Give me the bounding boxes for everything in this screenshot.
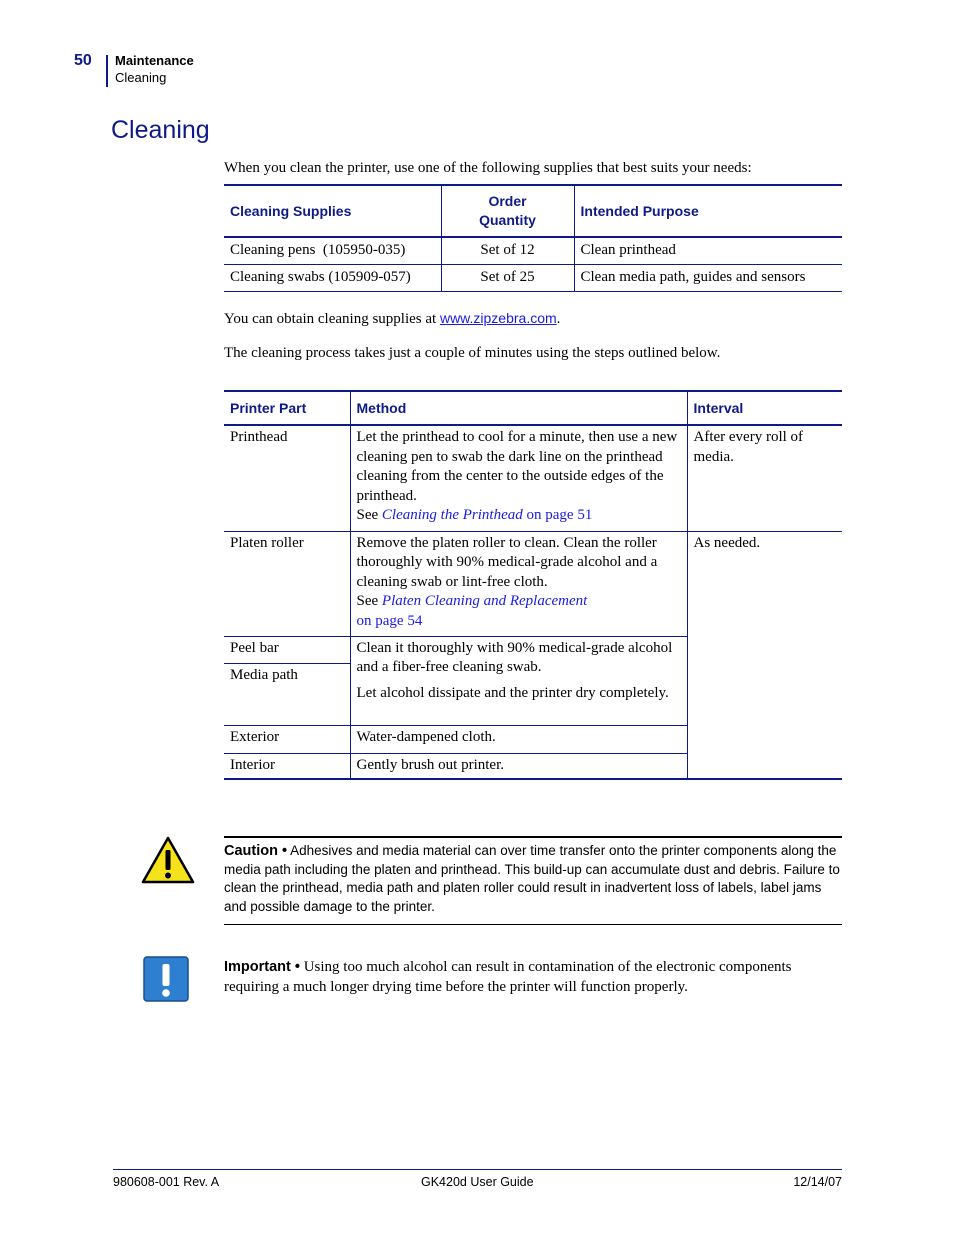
caution-text: Adhesives and media material can over time transfer onto the printer components along the media path including the platen and printhead. This build-up can accumulate dust and debris. Failure to clean the printhead, media path and platen roller could result in inadvertent loss of labels, label jams and possible damage to the printer. [224,843,840,914]
ref-platen-cleaning[interactable]: Platen Cleaning and Replacement [381,593,588,609]
obtain-suffix: . [556,311,561,327]
supplies-header-row [224,185,842,237]
page-number: 50 [74,52,92,69]
warning-triangle-icon [141,836,195,884]
footer-doc-number: 980608-001 Rev. A [113,1175,220,1189]
table-row [224,531,842,636]
col-method: Method [350,391,687,425]
obtain-prefix: You can obtain cleaning supplies at [224,311,440,327]
ref-platen-page[interactable]: on page 54 [356,612,423,629]
col-cleaning-supplies: Cleaning Supplies [224,185,441,237]
caution-bottom-rule [224,924,842,925]
header-section: Maintenance [115,53,194,68]
zipzebra-link[interactable]: www.zipzebra.com [439,310,557,326]
footer-rule [113,1169,842,1170]
col-interval: Interval [687,391,842,425]
header-divider [106,55,108,87]
supply-name: Cleaning pens (105950-035) [224,237,441,264]
important-note [224,957,842,997]
process-paragraph: The cleaning process takes just a couple of minutes using the steps outlined below. [224,345,721,361]
obtain-paragraph [224,308,842,329]
part-peel-bar: Peel bar [224,636,350,663]
method-printhead: Let the printhead to cool for a minute, then use a new cleaning pen to swab the dark line on the printhead cleaning from the center to the outside edges of the printhead. See Cleaning the Printhead on page 51 [350,425,687,531]
table-row [224,264,842,291]
part-platen-roller: Platen roller [224,531,350,636]
caution-lead: Caution • [224,843,288,859]
col-intended-purpose: Intended Purpose [574,185,842,237]
ref-cleaning-printhead[interactable]: Cleaning the Printhead on page 51 [381,507,593,523]
part-exterior: Exterior [224,725,350,753]
part-interior: Interior [224,753,350,779]
col-order-quantity: Order Quantity [441,185,574,237]
supply-purpose: Clean printhead [574,237,842,264]
method-interior: Gently brush out printer. [350,753,687,779]
method-exterior: Water-dampened cloth. [350,725,687,753]
intro-paragraph: When you clean the printer, use one of the following supplies that best suits your needs: [224,160,752,176]
method-peel-media: Clean it thoroughly with 90% medical-grade alcohol and a fiber-free cleaning swab. Let alcohol dissipate and the printer dry completely. [350,636,687,725]
exclamation-icon [143,956,189,1002]
page-title: Cleaning [111,116,210,144]
supply-name: Cleaning swabs (105909-057) [224,264,441,291]
methods-header-row [224,391,842,425]
caution-note [224,842,842,916]
supply-purpose: Clean media path, guides and sensors [574,264,842,291]
important-text: Using too much alcohol can result in contamination of the electronic components requiring a much longer drying time before the printer will function properly. [224,959,792,995]
interval-as-needed: As needed. [687,531,842,779]
table-row [224,425,842,531]
table-row [224,237,842,264]
caution-top-rule [224,836,842,838]
important-lead: Important • [224,959,300,975]
supply-quantity: Set of 25 [441,264,574,291]
col-printer-part: Printer Part [224,391,350,425]
supply-quantity: Set of 12 [441,237,574,264]
supplies-table [224,184,842,292]
interval-printhead: After every roll of media. [687,425,842,531]
method-platen-roller: Remove the platen roller to clean. Clean the roller thoroughly with 90% medical-grade alcohol and a cleaning swab or lint-free cloth. See Platen Cleaning and Replacement on page 54 [350,531,687,636]
cleaning-methods-table [224,390,842,780]
header-subsection: Cleaning [115,70,167,85]
part-media-path: Media path [224,663,350,725]
part-printhead: Printhead [224,425,350,531]
footer-guide-title: GK420d User Guide [421,1175,534,1189]
footer-date: 12/14/07 [793,1175,842,1189]
